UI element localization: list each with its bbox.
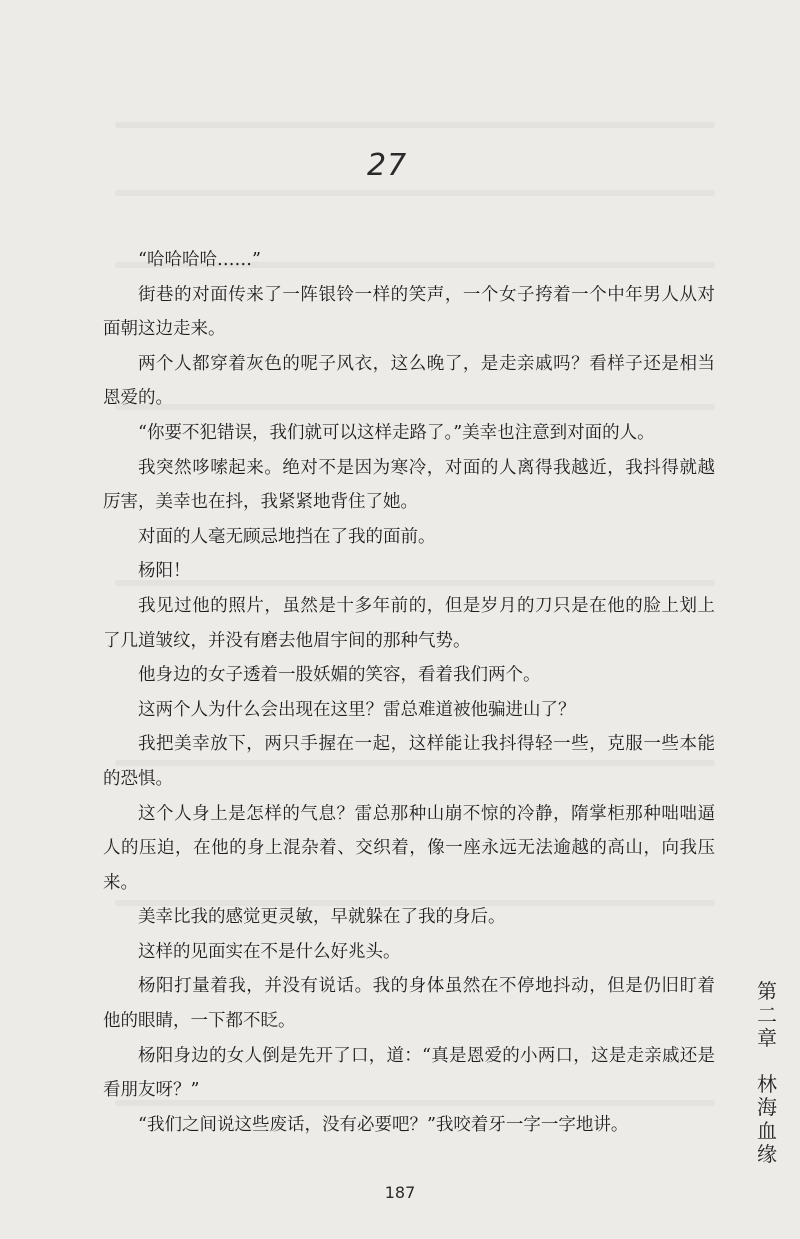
paragraph: 我见过他的照片，虽然是十多年前的，但是岁月的刀只是在他的脸上划上了几道皱纹，并没有磨去他眉宇间的那种气势。 bbox=[103, 595, 715, 651]
side-title-char: 章 bbox=[757, 1026, 777, 1050]
paragraph: 我突然哆嗦起来。绝对不是因为寒冷，对面的人离得我越近，我抖得就越厉害，美幸也在抖，我紧紧地背住了她。 bbox=[103, 457, 715, 513]
paragraph: “哈哈哈哈……” bbox=[138, 250, 261, 270]
paragraph: 他身边的女子透着一股妖媚的笑容，看着我们两个。 bbox=[138, 665, 541, 686]
chapter-number: 27 bbox=[367, 148, 408, 183]
paragraph: 对面的人毫无顾忌地挡在了我的面前。 bbox=[138, 526, 436, 547]
side-title-char: 缘 bbox=[757, 1142, 777, 1166]
bleed-through-line bbox=[115, 190, 715, 196]
paragraph: 我把美幸放下，两只手握在一起，这样能让我抖得轻一些，克服一些本能的恐惧。 bbox=[103, 734, 715, 789]
paragraph: 这个人身上是怎样的气息？雷总那种山崩不惊的冷静，隋掌柜那种咄咄逼人的压迫，在他的身上混杂着、交织着，像一座永远无法逾越的高山，向我压来。 bbox=[103, 803, 715, 893]
paragraph: “我们之间说这些废话，没有必要吧？”我咬着牙一字一字地讲。 bbox=[138, 1114, 629, 1135]
page-number: 187 bbox=[384, 1183, 416, 1202]
body-text bbox=[103, 243, 715, 1142]
paragraph: “你要不犯错误，我们就可以这样走路了。”美幸也注意到对面的人。 bbox=[138, 422, 655, 443]
paragraph: 杨阳身边的女人倒是先开了口，道：“真是恩爱的小两口，这是走亲戚还是看朋友呀？” bbox=[103, 1045, 715, 1101]
paragraph: 杨阳打量着我，并没有说话。我的身体虽然在不停地抖动，但是仍旧盯着他的眼睛，一下都不眨。 bbox=[103, 976, 715, 1032]
paragraph: 杨阳！ bbox=[138, 561, 191, 582]
side-title-char: 第 bbox=[757, 979, 777, 1003]
paragraph: 这两个人为什么会出现在这里？雷总难道被他骗进山了？ bbox=[138, 699, 576, 720]
side-title-char: 二 bbox=[757, 1002, 777, 1027]
side-title-char: 血 bbox=[757, 1118, 777, 1143]
side-title-spacer bbox=[754, 1051, 780, 1073]
paragraph: 街巷的对面传来了一阵银铃一样的笑声，一个女子挎着一个中年男人从对面朝这边走来。 bbox=[103, 284, 715, 340]
side-title-char: 林 bbox=[757, 1071, 777, 1096]
chapter-side-title bbox=[754, 980, 780, 1167]
paragraph: 美幸比我的感觉更灵敏，早就躲在了我的身后。 bbox=[138, 907, 506, 928]
paragraph: 这样的见面实在不是什么好兆头。 bbox=[138, 941, 401, 962]
bleed-through-line bbox=[115, 122, 715, 128]
paragraph: 两个人都穿着灰色的呢子风衣，这么晚了，是走亲戚吗？看样子还是相当恩爱的。 bbox=[103, 353, 715, 409]
side-title-char: 海 bbox=[757, 1095, 777, 1119]
